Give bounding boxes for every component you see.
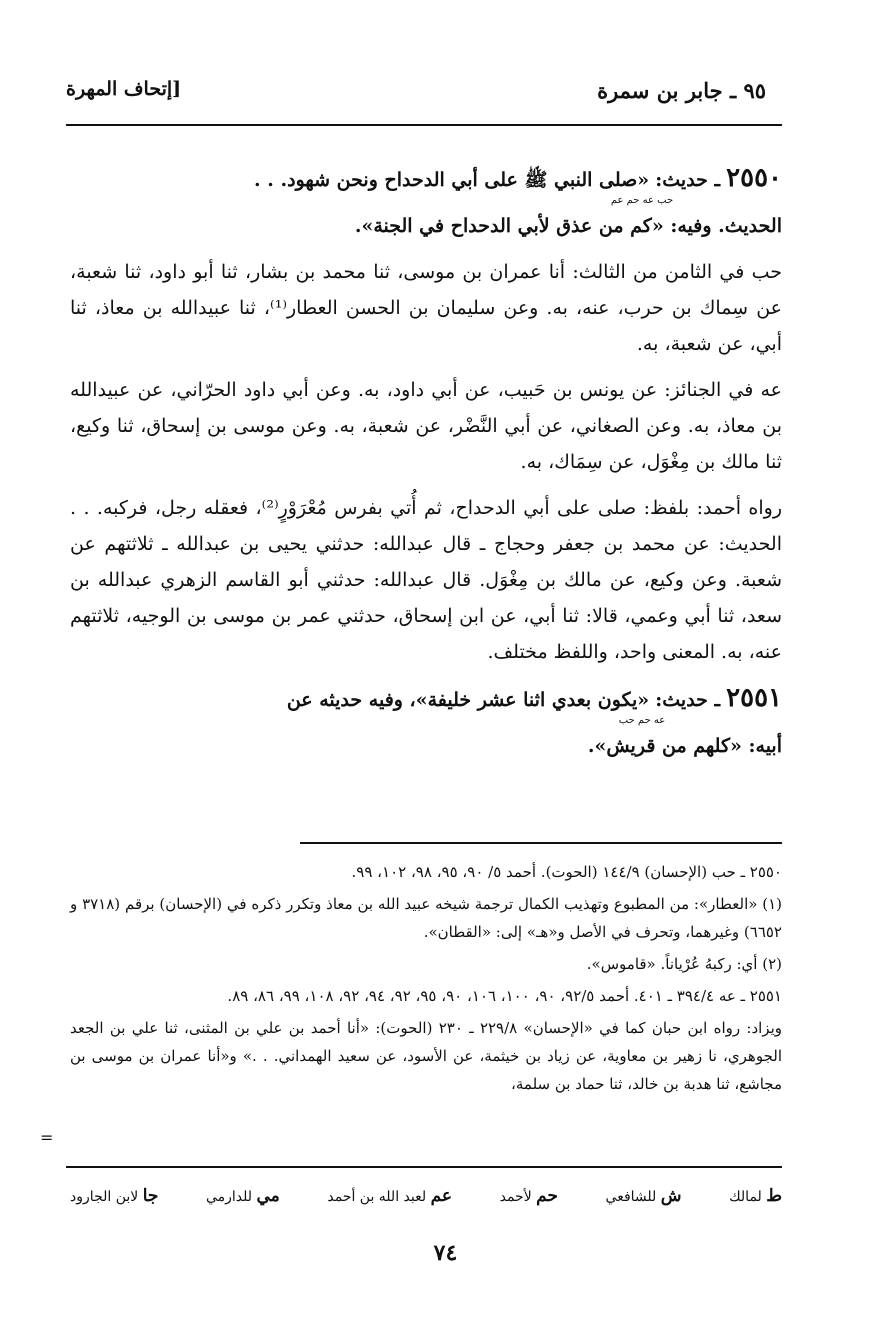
hadith-text: «صلى النبي ﷺ على أبي الدحداح ونحن شهود. . . xyxy=(254,169,650,191)
main-text xyxy=(70,160,782,774)
abbreviation-item: ط لمالك xyxy=(729,1186,782,1206)
abbreviation-item: جا لابن الجارود xyxy=(70,1186,159,1206)
entry-label: ـ حديث: xyxy=(655,169,721,191)
footnote-addendum: ويزاد: رواه ابن حبان كما في «الإحسان» ٢٢٩/٨ ـ ٢٣٠ (الحوت): «أنا أحمد بن علي بن المثنى، ثنا علي بن الجعد الجوهري، نا زهير بن معاوية، عن زياد بن خيثمة، عن الأسود، عن سعيد الهمداني. . .» و«أنا عمران بن موسى بن مجاشع، ثنا هدبة بن خالد، ثنا حماد بن سلمة، xyxy=(70,1019,783,1093)
header-divider xyxy=(66,124,782,126)
chapter-title: ٩٥ ـ جابر بن سمرة xyxy=(597,78,766,103)
hadith-text-continued: أبيه: «كلهم من قريش». xyxy=(587,735,782,757)
isnad-paragraph-abu-awana: عه في الجنائز: عن يونس بن حَبيب، عن أبي داود، به. وعن أبي داود الحرّاني، عن عبيدالله بن معاذ، به. وعن الصغاني، عن أبي النَّضْر، عن شعبة، به. وعن موسى بن إسحاق، ثنا وكيع، ثنا مالك بن مِغْوَل، عن سِمَاك، به. xyxy=(70,379,782,473)
entry-number: ٢٥٥٠ xyxy=(726,163,782,193)
footnote-2551-sources: ٢٥٥١ ـ عه ٣٩٤/٤ ـ ٤٠١. أحمد ٩٢/٥، ٩٠، ١٠٠، ١٠٦، ٩٠، ٩٥، ٩٢، ٩٤، ٩٢، ١٠٨، ٩٩، ٨٦، ٨٩. xyxy=(227,987,782,1005)
source-sigla: حب عه حم عم xyxy=(610,195,674,206)
source-sigla: عه حم حب xyxy=(618,715,666,726)
footnotes xyxy=(70,858,782,1102)
book-title: [إتحاف المهرة xyxy=(66,78,182,100)
isnad-paragraph-ibn-hibban: حب في الثامن من الثالث: أنا عمران بن موسى، ثنا محمد بن بشار، ثنا أبو داود، ثنا شعبة، عن سِماك بن حرب، عنه، به. وعن سليمان بن الحسن العطار⁽¹⁾، ثنا عبيدالله بن معاذ، ثنا أبي، عن شعبة، به. xyxy=(70,261,782,355)
entry-number: ٢٥٥١ xyxy=(726,683,782,713)
footnote-2550-sources: ٢٥٥٠ ـ حب (الإحسان) ١٤٤/٩ (الحوت). أحمد ٥/ ٩٠، ٩٥، ٩٨، ١٠٢، ٩٩. xyxy=(351,863,782,881)
hadith-entry-2551 xyxy=(70,680,782,764)
footnote-divider xyxy=(300,842,782,844)
abbreviation-item: ش للشافعي xyxy=(605,1186,682,1206)
abbreviations-key xyxy=(70,1186,782,1206)
running-header xyxy=(66,78,766,112)
isnad-paragraph-ahmad: رواه أحمد: بلفظ: صلى على أبي الدحداح، ثم أُتي بفرس مُعْرَوْرٍ⁽²⁾، فعقله رجل، فركبه. . . الحديث: عن محمد بن جعفر وحجاج ـ قال عبدالله: حدثني يحيى بن عبدالله ـ ثلاثتهم عن شعبة. وعن وكيع، عن مالك بن مِغْوَل. قال عبدالله: حدثني أبو القاسم الزهري عبدالله بن سعد، ثنا أبي وعمي، قالا: ثنا أبي، عن ابن إسحاق، حدثني عمر بن موسى بن الوجيه، ثلاثتهم عنه، به. المعنى واحد، واللفظ مختلف. xyxy=(70,497,782,663)
hadith-entry-2550 xyxy=(70,160,782,244)
footnote-2: (٢) أي: ركبهُ عُرْياناً. «قاموس». xyxy=(586,955,782,973)
page-number: ٧٤ xyxy=(433,1240,458,1266)
abbreviation-item: عم لعبد الله بن أحمد xyxy=(327,1186,453,1206)
hadith-text-continued: الحديث. وفيه: «كم من عذق لأبي الدحداح في الجنة». xyxy=(354,215,782,237)
abbreviation-item: مي للدارمي xyxy=(205,1186,280,1206)
abbreviations-divider xyxy=(66,1166,782,1168)
hadith-text: «يكون بعدي اثنا عشر خليفة»، وفيه حديثه عن xyxy=(286,689,650,711)
abbreviation-item: حم لأحمد xyxy=(499,1186,558,1206)
footnote-1: (١) «العطار»: من المطبوع وتهذيب الكمال ترجمة شيخه عبيد الله بن معاذ وتكرر ذكره في (الإحسان) برقم (٣٧١٨ و ٦٦٥٢) وغيرهما، وتحرف في الأصل و«هـ» إلى: «القطان». xyxy=(70,895,782,941)
continuation-mark: = xyxy=(40,1128,54,1147)
entry-label: ـ حديث: xyxy=(655,689,721,711)
